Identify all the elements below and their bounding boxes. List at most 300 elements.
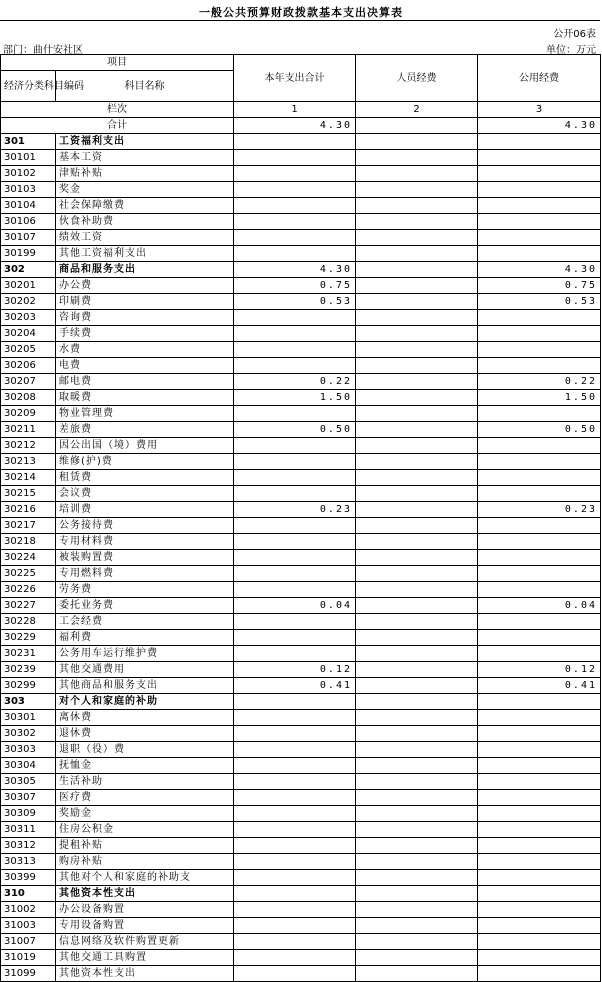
row-name: 办公设备购置 [56, 902, 234, 918]
row-code: 302 [1, 262, 56, 278]
table-row [1, 950, 601, 966]
row-total [234, 630, 356, 646]
row-public [478, 134, 601, 150]
row-total: 0.23 [234, 502, 356, 518]
row-name: 被装购置费 [56, 550, 234, 566]
row-public [478, 438, 601, 454]
row-total [234, 646, 356, 662]
row-public [478, 854, 601, 870]
row-personnel [356, 678, 478, 694]
table-row [1, 438, 601, 454]
row-personnel [356, 262, 478, 278]
row-personnel [356, 598, 478, 614]
row-name: 办公费 [56, 278, 234, 294]
row-code: 30311 [1, 822, 56, 838]
row-name: 邮电费 [56, 374, 234, 390]
row-personnel [356, 614, 478, 630]
row-code: 30227 [1, 598, 56, 614]
table-row [1, 598, 601, 614]
expenditure-table [0, 54, 601, 982]
row-code: 30217 [1, 518, 56, 534]
row-public [478, 214, 601, 230]
row-code: 30231 [1, 646, 56, 662]
row-personnel [356, 182, 478, 198]
row-code: 30299 [1, 678, 56, 694]
row-personnel [356, 486, 478, 502]
row-index-3: 3 [478, 102, 601, 118]
table-row [1, 966, 601, 982]
row-total [234, 582, 356, 598]
table-row [1, 246, 601, 262]
row-public [478, 342, 601, 358]
row-code: 30211 [1, 422, 56, 438]
table-row [1, 198, 601, 214]
row-name: 奖金 [56, 182, 234, 198]
row-total [234, 246, 356, 262]
table-row [1, 502, 601, 518]
row-name: 差旅费 [56, 422, 234, 438]
row-name: 住房公积金 [56, 822, 234, 838]
report-title: 一般公共预算财政拨款基本支出决算表 [199, 6, 403, 19]
row-total: 0.04 [234, 598, 356, 614]
row-personnel [356, 886, 478, 902]
row-name: 公务用车运行维护费 [56, 646, 234, 662]
row-total [234, 470, 356, 486]
row-name: 伙食补助费 [56, 214, 234, 230]
row-code: 30107 [1, 230, 56, 246]
table-row [1, 326, 601, 342]
table-row [1, 870, 601, 886]
row-name: 其他工资福利支出 [56, 246, 234, 262]
row-name: 对个人和家庭的补助 [56, 694, 234, 710]
table-row [1, 822, 601, 838]
row-total [234, 694, 356, 710]
row-personnel [356, 630, 478, 646]
row-personnel [356, 646, 478, 662]
row-public [478, 806, 601, 822]
table-row [1, 918, 601, 934]
row-public [478, 710, 601, 726]
table-row [1, 374, 601, 390]
row-personnel [356, 966, 478, 982]
department-label: 部门：曲什安社区 [3, 45, 83, 56]
header-row-1 [1, 55, 601, 71]
table-row [1, 662, 601, 678]
row-public [478, 150, 601, 166]
table-row [1, 358, 601, 374]
row-name: 社会保障缴费 [56, 198, 234, 214]
sum-public: 4.30 [478, 118, 601, 134]
row-total [234, 822, 356, 838]
row-code: 30214 [1, 470, 56, 486]
row-personnel [356, 150, 478, 166]
table-row [1, 534, 601, 550]
row-public [478, 950, 601, 966]
row-public [478, 358, 601, 374]
row-public [478, 918, 601, 934]
table-row [1, 726, 601, 742]
row-personnel [356, 550, 478, 566]
row-total [234, 710, 356, 726]
table-row [1, 806, 601, 822]
row-index-label: 栏次 [1, 102, 234, 118]
row-personnel [356, 406, 478, 422]
row-name: 退休费 [56, 726, 234, 742]
row-personnel [356, 454, 478, 470]
row-name: 奖励金 [56, 806, 234, 822]
row-personnel [356, 310, 478, 326]
row-personnel [356, 582, 478, 598]
row-public [478, 310, 601, 326]
row-code: 30104 [1, 198, 56, 214]
row-total: 0.12 [234, 662, 356, 678]
row-personnel [356, 422, 478, 438]
row-personnel [356, 502, 478, 518]
table-row [1, 214, 601, 230]
row-code: 30209 [1, 406, 56, 422]
row-name: 因公出国（境）费用 [56, 438, 234, 454]
row-personnel [356, 326, 478, 342]
row-public: 0.12 [478, 662, 601, 678]
row-personnel [356, 806, 478, 822]
row-total [234, 486, 356, 502]
row-total [234, 198, 356, 214]
row-personnel [356, 230, 478, 246]
row-code: 30305 [1, 774, 56, 790]
subject-name-header: 科目名称 [56, 71, 234, 102]
row-code: 30199 [1, 246, 56, 262]
row-code: 30309 [1, 806, 56, 822]
row-total [234, 950, 356, 966]
row-public: 0.04 [478, 598, 601, 614]
row-code: 30102 [1, 166, 56, 182]
row-total [234, 230, 356, 246]
row-public [478, 822, 601, 838]
row-index-row [1, 102, 601, 118]
row-personnel [356, 214, 478, 230]
row-total [234, 790, 356, 806]
table-row [1, 262, 601, 278]
unit-label: 单位：万元 [546, 45, 596, 56]
row-personnel [356, 854, 478, 870]
table-row [1, 406, 601, 422]
row-name: 提租补贴 [56, 838, 234, 854]
table-row [1, 566, 601, 582]
row-personnel [356, 278, 478, 294]
row-name: 其他交通工具购置 [56, 950, 234, 966]
row-code: 30301 [1, 710, 56, 726]
row-public [478, 646, 601, 662]
row-name: 专用材料费 [56, 534, 234, 550]
table-row [1, 774, 601, 790]
row-personnel [356, 694, 478, 710]
row-public [478, 326, 601, 342]
row-name: 其他交通费用 [56, 662, 234, 678]
row-personnel [356, 470, 478, 486]
row-personnel [356, 374, 478, 390]
sum-label: 合计 [1, 118, 234, 134]
row-name: 医疗费 [56, 790, 234, 806]
row-code: 30228 [1, 614, 56, 630]
form-number: 公开06表 [553, 29, 596, 40]
row-personnel [356, 518, 478, 534]
row-total: 0.53 [234, 294, 356, 310]
row-personnel [356, 758, 478, 774]
table-row [1, 630, 601, 646]
row-code: 30207 [1, 374, 56, 390]
row-code: 30224 [1, 550, 56, 566]
row-code: 30303 [1, 742, 56, 758]
row-total [234, 406, 356, 422]
row-public [478, 486, 601, 502]
row-public [478, 934, 601, 950]
row-name: 物业管理费 [56, 406, 234, 422]
row-code: 30302 [1, 726, 56, 742]
row-total: 4.30 [234, 262, 356, 278]
row-public [478, 230, 601, 246]
table-row [1, 182, 601, 198]
sum-row [1, 118, 601, 134]
row-public [478, 902, 601, 918]
row-total [234, 438, 356, 454]
row-public [478, 582, 601, 598]
table-row [1, 150, 601, 166]
row-public [478, 166, 601, 182]
row-name: 取暖费 [56, 390, 234, 406]
row-personnel [356, 950, 478, 966]
row-name: 购房补贴 [56, 854, 234, 870]
row-public: 4.30 [478, 262, 601, 278]
row-name: 信息网络及软件购置更新 [56, 934, 234, 950]
row-code: 303 [1, 694, 56, 710]
row-personnel [356, 662, 478, 678]
row-public [478, 246, 601, 262]
row-personnel [356, 822, 478, 838]
row-total [234, 806, 356, 822]
row-name: 电费 [56, 358, 234, 374]
row-code: 30213 [1, 454, 56, 470]
row-total [234, 182, 356, 198]
table-row [1, 934, 601, 950]
row-code: 30218 [1, 534, 56, 550]
row-total [234, 454, 356, 470]
row-name: 培训费 [56, 502, 234, 518]
table-row [1, 710, 601, 726]
row-index-2: 2 [356, 102, 478, 118]
row-total [234, 310, 356, 326]
row-name: 抚恤金 [56, 758, 234, 774]
table-row [1, 310, 601, 326]
row-name: 咨询费 [56, 310, 234, 326]
row-public [478, 566, 601, 582]
row-code: 30307 [1, 790, 56, 806]
sum-total: 4.30 [234, 118, 356, 134]
row-code: 30201 [1, 278, 56, 294]
public-header: 公用经费 [478, 55, 601, 102]
table-row [1, 550, 601, 566]
row-name: 委托业务费 [56, 598, 234, 614]
row-name: 离休费 [56, 710, 234, 726]
row-total: 1.50 [234, 390, 356, 406]
row-public: 0.50 [478, 422, 601, 438]
row-total [234, 134, 356, 150]
row-name: 绩效工资 [56, 230, 234, 246]
row-code: 30212 [1, 438, 56, 454]
title-divider [0, 20, 600, 21]
row-name: 专用燃料费 [56, 566, 234, 582]
row-total [234, 614, 356, 630]
table-row [1, 470, 601, 486]
row-name: 其他资本性支出 [56, 886, 234, 902]
row-public [478, 742, 601, 758]
row-name: 商品和服务支出 [56, 262, 234, 278]
row-public [478, 518, 601, 534]
row-code: 30208 [1, 390, 56, 406]
row-personnel [356, 790, 478, 806]
row-total [234, 902, 356, 918]
sum-personnel [356, 118, 478, 134]
row-name: 其他资本性支出 [56, 966, 234, 982]
table-row [1, 582, 601, 598]
row-code: 31002 [1, 902, 56, 918]
row-code: 31019 [1, 950, 56, 966]
row-code: 30225 [1, 566, 56, 582]
row-total [234, 934, 356, 950]
row-public [478, 886, 601, 902]
row-total [234, 918, 356, 934]
row-code: 30229 [1, 630, 56, 646]
row-total [234, 870, 356, 886]
row-total [234, 758, 356, 774]
row-public [478, 694, 601, 710]
row-code: 31007 [1, 934, 56, 950]
row-code: 30215 [1, 486, 56, 502]
row-personnel [356, 742, 478, 758]
row-personnel [356, 710, 478, 726]
row-name: 劳务费 [56, 582, 234, 598]
row-public: 0.22 [478, 374, 601, 390]
row-code: 30216 [1, 502, 56, 518]
item-header: 项目 [1, 55, 234, 71]
row-public [478, 406, 601, 422]
row-name: 租赁费 [56, 470, 234, 486]
table-row [1, 134, 601, 150]
table-row [1, 694, 601, 710]
row-personnel [356, 838, 478, 854]
row-name: 手续费 [56, 326, 234, 342]
row-public: 1.50 [478, 390, 601, 406]
row-name: 印刷费 [56, 294, 234, 310]
row-name: 专用设备购置 [56, 918, 234, 934]
row-personnel [356, 774, 478, 790]
row-public [478, 470, 601, 486]
row-total: 0.22 [234, 374, 356, 390]
table-row [1, 390, 601, 406]
row-total: 0.41 [234, 678, 356, 694]
table-row [1, 422, 601, 438]
row-name: 工会经费 [56, 614, 234, 630]
row-name: 水费 [56, 342, 234, 358]
table-row [1, 742, 601, 758]
row-public: 0.53 [478, 294, 601, 310]
row-index-1: 1 [234, 102, 356, 118]
row-code: 30206 [1, 358, 56, 374]
table-row [1, 838, 601, 854]
row-public [478, 774, 601, 790]
row-public [478, 614, 601, 630]
total-header: 本年支出合计 [234, 55, 356, 102]
row-public [478, 726, 601, 742]
row-public: 0.41 [478, 678, 601, 694]
row-name: 其他商品和服务支出 [56, 678, 234, 694]
personnel-header: 人员经费 [356, 55, 478, 102]
table-row [1, 486, 601, 502]
row-public [478, 198, 601, 214]
row-total [234, 726, 356, 742]
row-public [478, 758, 601, 774]
row-total [234, 886, 356, 902]
row-public [478, 966, 601, 982]
row-public [478, 838, 601, 854]
row-total [234, 342, 356, 358]
row-personnel [356, 390, 478, 406]
row-public [478, 182, 601, 198]
row-public: 0.75 [478, 278, 601, 294]
category-code-header: 经济分类科目编码 [1, 71, 56, 102]
table-row [1, 758, 601, 774]
row-code: 30203 [1, 310, 56, 326]
row-code: 30106 [1, 214, 56, 230]
row-personnel [356, 726, 478, 742]
row-code: 30101 [1, 150, 56, 166]
row-name: 工资福利支出 [56, 134, 234, 150]
row-total [234, 966, 356, 982]
row-name: 基本工资 [56, 150, 234, 166]
row-personnel [356, 134, 478, 150]
row-total [234, 518, 356, 534]
row-personnel [356, 918, 478, 934]
table-row [1, 854, 601, 870]
row-public: 0.23 [478, 502, 601, 518]
row-personnel [356, 566, 478, 582]
row-public [478, 790, 601, 806]
table-row [1, 166, 601, 182]
row-code: 30205 [1, 342, 56, 358]
row-code: 30226 [1, 582, 56, 598]
table-row [1, 614, 601, 630]
row-code: 31099 [1, 966, 56, 982]
row-total [234, 150, 356, 166]
row-name: 退职（役）费 [56, 742, 234, 758]
row-code: 30399 [1, 870, 56, 886]
table-row [1, 294, 601, 310]
row-personnel [356, 902, 478, 918]
row-total [234, 214, 356, 230]
row-total [234, 326, 356, 342]
row-public [478, 550, 601, 566]
row-name: 维修(护)费 [56, 454, 234, 470]
table-row [1, 518, 601, 534]
row-code: 30313 [1, 854, 56, 870]
row-public [478, 870, 601, 886]
row-total: 0.50 [234, 422, 356, 438]
row-total [234, 358, 356, 374]
row-code: 30202 [1, 294, 56, 310]
table-row [1, 342, 601, 358]
table-row [1, 646, 601, 662]
row-name: 福利费 [56, 630, 234, 646]
row-name: 公务接待费 [56, 518, 234, 534]
